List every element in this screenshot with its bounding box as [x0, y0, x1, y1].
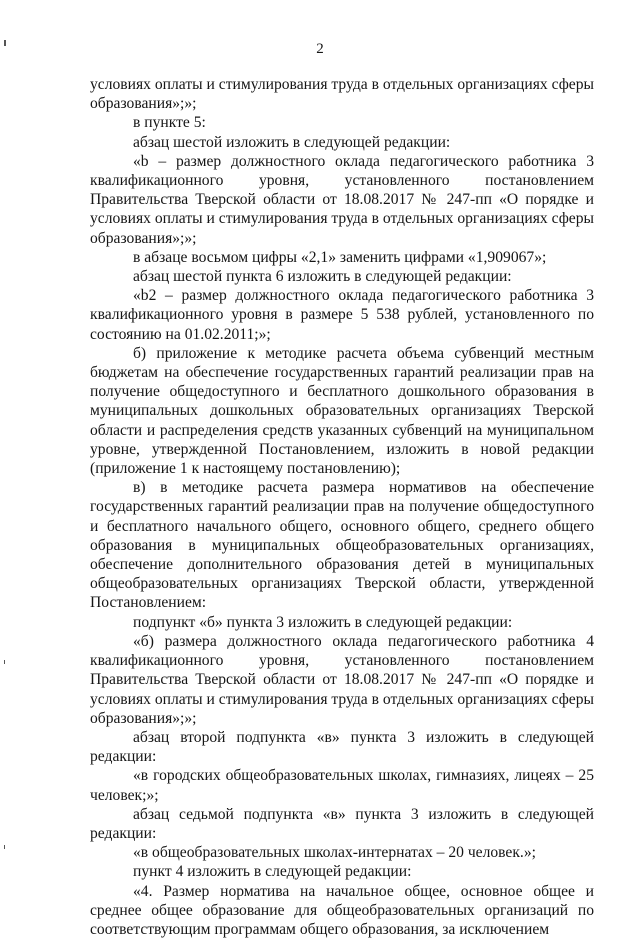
document-body: [90, 75, 594, 939]
paragraph: в пункте 5:: [133, 114, 206, 132]
scan-edge-mark: [4, 660, 5, 664]
scan-edge-mark: [4, 845, 5, 849]
paragraph: «b2 – размер должностного оклада педагогического работника 3 квалификационного уровня в размере 5 538 рублей, установленного по состоянию на 01.02.2011;»;: [90, 287, 594, 343]
paragraph: «в общеобразовательных школах-интернатах – 20 человек.»;: [133, 844, 536, 862]
paragraph: в абзаце восьмом цифры «2,1» заменить цифрами «1,909067»;: [133, 248, 547, 266]
paragraph: условиях оплаты и стимулирования труда в отдельных организациях сферы образования»;»;: [90, 76, 594, 113]
paragraph: абзац шестой пункта 6 изложить в следующей редакции:: [133, 268, 512, 286]
paragraph: абзац второй подпункта «в» пункта 3 изложить в следующей редакции:: [90, 728, 594, 766]
paragraph: «б) размера должностного оклада педагогического работника 4 квалификационного уровня, установленного постановлением Правительства Тверской области от 18.08.2017 № 247-пп «О порядке и условиях оплаты и стимулирования труда в отдельных организациях сферы образования»;»;: [90, 632, 594, 727]
paragraph: б) приложение к методике расчета объема субвенций местным бюджетам на обеспечение государственных гарантий реализации прав на получение общедоступного и бесплатного дошкольного образования в муниципальных дошкольных образовательных организациях Тверской области и распределения средств указанных субвенций на муниципальном уровне, утвержденной Постановлением, изложить в новой редакции (приложение 1 к настоящему постановлению);: [90, 344, 594, 478]
paragraph: подпункт «б» пункта 3 изложить в следующей редакции:: [133, 613, 513, 631]
paragraph: абзац седьмой подпункта «в» пункта 3 изложить в следующей редакции:: [90, 805, 594, 842]
paragraph: абзац шестой изложить в следующей редакции:: [133, 133, 451, 151]
paragraph: «4. Размер норматива на начальное общее, основное общее и среднее общее образование для общеобразовательных организаций по соответствующим программам общего образования, за исключением: [90, 882, 594, 938]
paragraph: пункт 4 изложить в следующей редакции:: [133, 863, 412, 881]
paragraph: «b – размер должностного оклада педагогического работника 3 квалификационного уровня, установленного постановлением Правительства Тверской области от 18.08.2017 № 247-пп «О порядке и условиях оплаты и стимулирования труда в отдельных организациях сферы образования»;»;: [90, 152, 594, 247]
paragraph: в) в методике расчета размера нормативов на обеспечение государственных гарантий реализации прав на получение общедоступного и бесплатного начального общего, основного общего, среднего общего образования в муниципальных общеобразовательных организациях, обеспечение дополнительного образования детей в муниципальных общеобразовательных организациях Тверской области, утвержденной Постановлением:: [90, 479, 594, 612]
page-number: 2: [316, 41, 324, 57]
paragraph: «в городских общеобразовательных школах, гимназиях, лицеях – 25 человек;»;: [90, 767, 594, 804]
